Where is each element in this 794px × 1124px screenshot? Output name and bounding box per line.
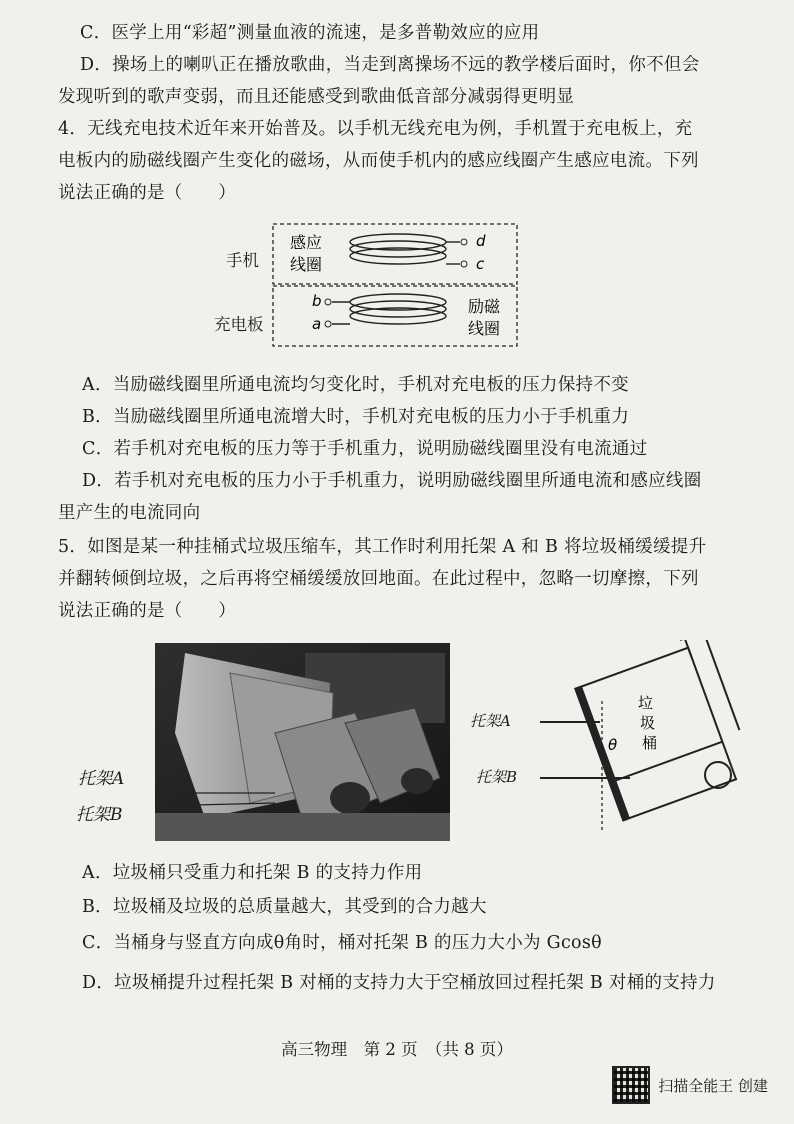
option-3d-line1: D．操场上的喇叭正在播放歌曲，当走到离操场不远的教学楼后面时，你不但会	[80, 55, 700, 75]
fig4-terminal-d: d	[476, 232, 486, 250]
fig4-excite-coil	[332, 294, 446, 324]
option-4d-line1: D．若手机对充电板的压力小于手机重力，说明励磁线圈里所通电流和感应线圈	[82, 471, 702, 491]
question-5-line2: 并翻转倾倒垃圾，之后再将空桶缓缓放回地面。在此过程中，忽略一切摩擦，下列	[58, 569, 699, 589]
scanner-watermark-text: 扫描全能王 创建	[658, 1076, 768, 1095]
schematic-bin-char-3: 桶	[642, 734, 658, 752]
fig4-excite-label-1: 励磁	[468, 297, 501, 316]
option-4a: A．当励磁线圈里所通电流均匀变化时，手机对充电板的压力保持不变	[82, 375, 629, 395]
question-5-line3: 说法正确的是（ ）	[58, 601, 236, 621]
question-4-line2: 电板内的励磁线圈产生变化的磁场，从而使手机内的感应线圈产生感应电流。下列	[58, 151, 699, 171]
schematic-bracket-a-label: 托架A	[470, 712, 511, 730]
photo-bracket-b-label: 托架B	[76, 805, 123, 825]
schematic-bracket-b-label: 托架B	[476, 768, 518, 786]
garbage-truck-photo	[155, 643, 450, 841]
fig4-terminal-c: c	[476, 255, 485, 273]
fig4-board-label: 充电板	[214, 315, 264, 334]
tilt-schematic	[510, 640, 760, 840]
photo-bracket-a-label: 托架A	[78, 769, 125, 789]
fig4-coil-diagram	[270, 220, 520, 350]
option-5b: B．垃圾桶及垃圾的总质量越大，其受到的合力越大	[82, 897, 487, 917]
fig4-phone-label: 手机	[226, 251, 259, 270]
option-3c: C．医学上用“彩超”测量血液的流速，是多普勒效应的应用	[80, 23, 540, 43]
option-5c: C．当桶身与竖直方向成θ角时，桶对托架 B 的压力大小为 Gcosθ	[82, 933, 603, 953]
question-4-line3: 说法正确的是（ ）	[58, 183, 236, 203]
schematic-bin-char-2: 圾	[640, 714, 656, 732]
question-5-line1: 5．如图是某一种挂桶式垃圾压缩车，其工作时利用托架 A 和 B 将垃圾桶缓缓提升	[58, 537, 707, 557]
fig4-terminal-a: a	[312, 315, 322, 333]
option-4b: B．当励磁线圈里所通电流增大时，手机对充电板的压力小于手机重力	[82, 407, 630, 427]
option-5d: D．垃圾桶提升过程托架 B 对桶的支持力大于空桶放回过程托架 B 对桶的支持力	[82, 973, 716, 993]
schematic-bin-char-1: 垃	[638, 694, 654, 712]
option-5a: A．垃圾桶只受重力和托架 B 的支持力作用	[82, 863, 423, 883]
option-4d-line2: 里产生的电流同向	[58, 503, 201, 523]
fig4-excite-label-2: 线圈	[468, 319, 501, 338]
page-footer: 高三物理 第 2 页 （共 8 页）	[281, 1040, 513, 1059]
option-4c: C．若手机对充电板的压力等于手机重力，说明励磁线圈里没有电流通过	[82, 439, 648, 459]
qr-code-icon	[612, 1066, 650, 1104]
scanner-watermark	[612, 1066, 768, 1104]
option-3d-line2: 发现听到的歌声变弱，而且还能感受到歌曲低音部分减弱得更明显	[58, 87, 575, 107]
schematic-theta: θ	[608, 736, 618, 754]
question-4-line1: 4．无线充电技术近年来开始普及。以手机无线充电为例，手机置于充电板上，充	[58, 119, 693, 139]
fig4-sense-coil	[350, 234, 460, 264]
fig4-sense-label-2: 线圈	[290, 255, 323, 274]
fig4-terminal-b: b	[312, 292, 322, 310]
fig4-sense-label-1: 感应	[290, 233, 323, 252]
